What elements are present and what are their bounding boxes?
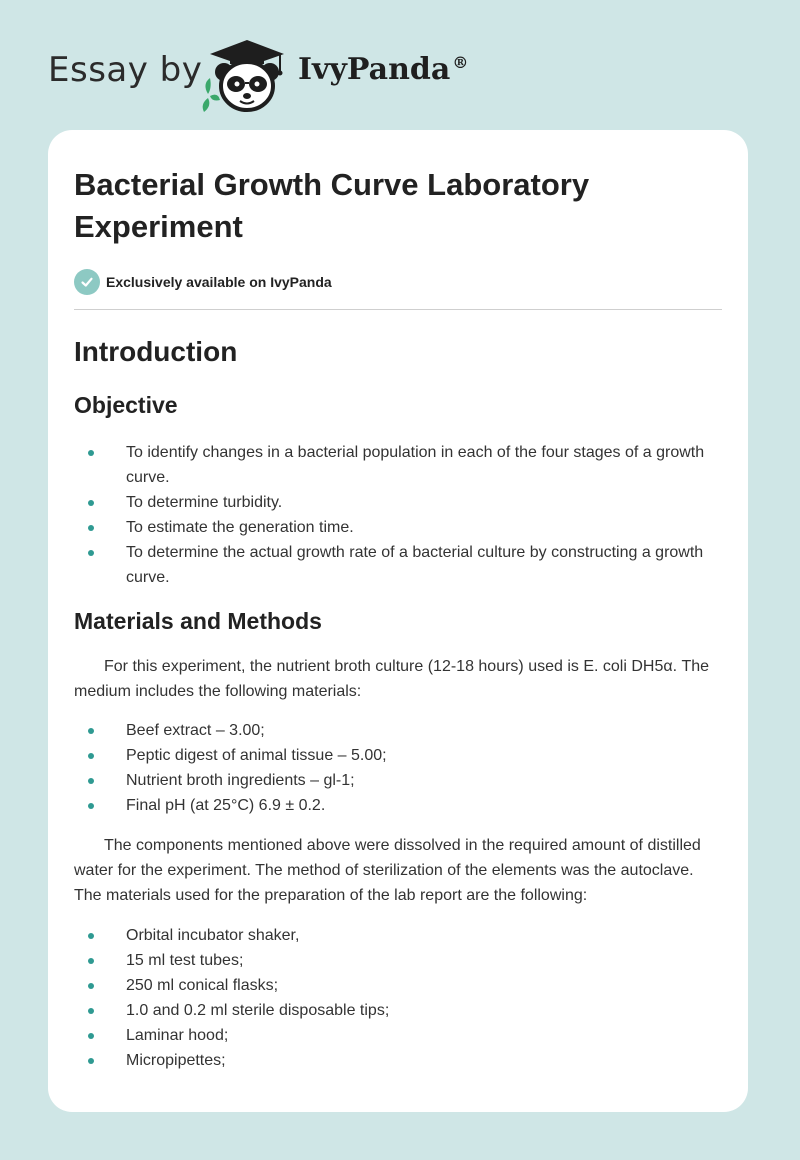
lab-materials-list (74, 923, 722, 1073)
list-item: Nutrient broth ingredients – gl-1; (74, 768, 722, 793)
medium-list (74, 718, 722, 818)
article-card (48, 130, 748, 1112)
list-item: 250 ml conical flasks; (74, 973, 722, 998)
list-item: Final pH (at 25°C) 6.9 ± 0.2. (74, 793, 722, 818)
divider (74, 309, 722, 310)
list-item: Micropipettes; (74, 1048, 722, 1073)
exclusive-badge (74, 268, 722, 296)
list-item: 15 ml test tubes; (74, 948, 722, 973)
brand-name-text: IvyPanda (298, 52, 451, 87)
registered-mark: ® (452, 53, 469, 72)
list-item: Laminar hood; (74, 1023, 722, 1048)
paragraph: For this experiment, the nutrient broth culture (12-18 hours) used is E. coli DH5α. The medium includes the following materials: (74, 658, 710, 700)
list-item: To estimate the generation time. (74, 515, 722, 540)
list-item: Peptic digest of animal tissue – 5.00; (74, 743, 722, 768)
section-heading-introduction: Introduction (74, 336, 238, 367)
article-title: Bacterial Growth Curve Laboratory Experiment (74, 167, 590, 244)
brand-name (298, 52, 468, 87)
check-icon (74, 269, 100, 295)
article-content (74, 164, 722, 1073)
objective-list (74, 440, 722, 590)
paragraph: The components mentioned above were dissolved in the required amount of distilled water for the experiment. The method of sterilization of the elements was the autoclave. The materials used for the preparation of the lab report are the following: (74, 837, 701, 904)
list-item: To determine turbidity. (74, 490, 722, 515)
subheading-materials-methods: Materials and Methods (74, 608, 322, 634)
list-item: To identify changes in a bacterial population in each of the four stages of a growth curve. (74, 440, 722, 490)
list-item: Orbital incubator shaker, (74, 923, 722, 948)
brand-header (48, 30, 488, 114)
list-item: 1.0 and 0.2 ml sterile disposable tips; (74, 998, 722, 1023)
list-item: To determine the actual growth rate of a bacterial culture by constructing a growth curve. (74, 540, 722, 590)
exclusive-label: Exclusively available on IvyPanda (106, 274, 332, 290)
brand-prefix: Essay by (48, 50, 203, 90)
subheading-objective: Objective (74, 392, 178, 418)
list-item: Beef extract – 3.00; (74, 718, 722, 743)
panda-graduate-logo-icon (200, 34, 294, 114)
